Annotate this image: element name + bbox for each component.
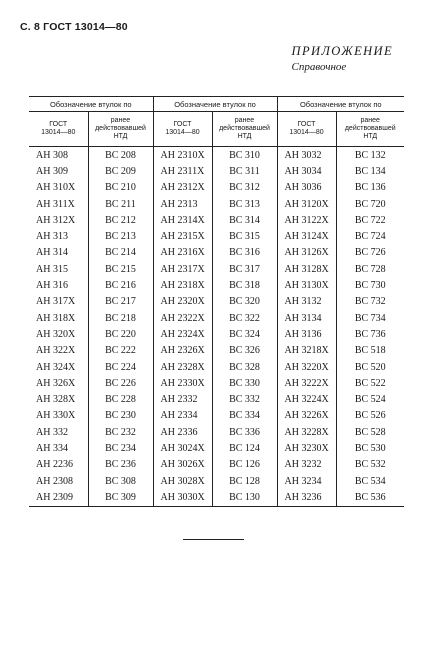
cell-gost-designation: АН 2309: [36, 491, 73, 503]
cell-gost-designation: АН 3226Х: [277, 408, 336, 424]
subheader-gost-3: [277, 112, 336, 147]
cell-prev-designation: ВС 124: [212, 440, 277, 456]
cell-gost-designation: АН 311Х: [36, 198, 75, 210]
cell-prev-designation: ВС 234: [88, 440, 153, 456]
cell-gost-designation: АН 308: [36, 149, 68, 161]
table-row: [29, 473, 404, 489]
cell-prev-designation: ВС 524: [336, 391, 404, 407]
cell-prev-designation: ВС 724: [336, 228, 404, 244]
cell-gost-designation: АН 3228Х: [277, 424, 336, 440]
cell-prev-designation: ВС 212: [88, 212, 153, 228]
cell-prev-designation: ВС 132: [336, 147, 404, 164]
cell-prev-designation: ВС 220: [88, 326, 153, 342]
cell-gost-designation: АН 320Х: [36, 328, 76, 340]
table-row: [29, 261, 404, 277]
cell-prev-designation: ВС 210: [88, 180, 153, 196]
cell-prev-designation: ВС 520: [336, 359, 404, 375]
cell-prev-designation: ВС 226: [88, 375, 153, 391]
cell-gost-designation: АН 2332: [153, 391, 212, 407]
cell-gost-designation: АН 3134: [277, 310, 336, 326]
table-row: [29, 163, 404, 179]
cell-prev-designation: ВС 726: [336, 245, 404, 261]
subheader-prev-line: действовавшей: [95, 125, 146, 132]
sub-header-row: [29, 112, 404, 147]
cell-gost-designation: АН 2313: [153, 196, 212, 212]
cell-gost-designation: АН 3234: [277, 473, 336, 489]
appendix-title: ПРИЛОЖЕНИЕ: [291, 44, 393, 58]
cell-prev-designation: ВС 230: [88, 408, 153, 424]
cell-prev-designation: ВС 332: [212, 391, 277, 407]
cell-gost-designation: АН 2315Х: [153, 228, 212, 244]
cell-prev-designation: ВС 534: [336, 473, 404, 489]
subheader-gost-line: ГОСТ: [49, 121, 68, 128]
cell-gost-designation: АН 2324Х: [153, 326, 212, 342]
cell-gost-designation: АН 314: [36, 247, 68, 259]
cell-prev-designation: ВС 216: [88, 277, 153, 293]
cell-gost-designation: АН 3034: [277, 163, 336, 179]
cell-gost-designation: АН 2312Х: [153, 180, 212, 196]
cell-gost-designation: АН 2326Х: [153, 343, 212, 359]
appendix-subtitle: Справочное: [291, 61, 347, 73]
cell-prev-designation: ВС 730: [336, 277, 404, 293]
cell-prev-designation: ВС 315: [212, 228, 277, 244]
cell-prev-designation: ВС 214: [88, 245, 153, 261]
subheader-prev-line: НТД: [237, 133, 252, 140]
subheader-prev-line: НТД: [113, 133, 128, 140]
cell-prev-designation: ВС 312: [212, 180, 277, 196]
cell-gost-designation: АН 2318Х: [153, 277, 212, 293]
cell-prev-designation: ВС 320: [212, 294, 277, 310]
cell-prev-designation: ВС 308: [88, 473, 153, 489]
table-row: [29, 489, 404, 506]
cell-prev-designation: ВС 208: [88, 147, 153, 164]
subheader-gost-line: ГОСТ: [297, 121, 316, 128]
subheader-gost-line: 13014—80: [41, 129, 76, 136]
cell-gost-designation: АН 3026Х: [153, 457, 212, 473]
cell-gost-designation: АН 312Х: [36, 214, 76, 226]
subheader-prev-line: ранее: [234, 117, 255, 124]
cell-prev-designation: ВС 722: [336, 212, 404, 228]
cell-gost-designation: АН 309: [36, 165, 68, 177]
cell-gost-designation: АН 3224Х: [277, 391, 336, 407]
table-row: [29, 180, 404, 196]
table-row: [29, 359, 404, 375]
cell-prev-designation: ВС 326: [212, 343, 277, 359]
cell-gost-designation: АН 2310Х: [153, 147, 212, 164]
cell-gost-designation: АН 332: [36, 426, 68, 438]
cell-gost-designation: АН 328Х: [36, 394, 76, 406]
cell-gost-designation: АН 2311Х: [153, 163, 212, 179]
cell-prev-designation: ВС 732: [336, 294, 404, 310]
table-row: [29, 408, 404, 424]
subheader-prev-1: [88, 112, 153, 147]
cell-prev-designation: ВС 218: [88, 310, 153, 326]
cell-gost-designation: АН 3024Х: [153, 440, 212, 456]
cell-prev-designation: ВС 530: [336, 440, 404, 456]
subheader-prev-line: НТД: [363, 133, 378, 140]
cell-gost-designation: АН 2328Х: [153, 359, 212, 375]
cell-prev-designation: ВС 228: [88, 391, 153, 407]
end-rule: [183, 539, 244, 540]
table-row: [29, 375, 404, 391]
cell-gost-designation: АН 324Х: [36, 361, 76, 373]
cell-gost-designation: АН 330Х: [36, 410, 76, 422]
table-body: [29, 147, 404, 507]
cell-gost-designation: АН 2308: [36, 475, 73, 487]
cell-prev-designation: ВС 328: [212, 359, 277, 375]
cell-gost-designation: АН 2236: [36, 459, 73, 471]
cell-gost-designation: АН 2322Х: [153, 310, 212, 326]
table-row: [29, 343, 404, 359]
cell-gost-designation: АН 2314Х: [153, 212, 212, 228]
cell-gost-designation: АН 3136: [277, 326, 336, 342]
cell-gost-designation: АН 3036: [277, 180, 336, 196]
cell-gost-designation: АН 313: [36, 231, 68, 243]
cell-prev-designation: ВС 211: [88, 196, 153, 212]
cell-prev-designation: ВС 528: [336, 424, 404, 440]
table-row: [29, 228, 404, 244]
cell-gost-designation: АН 3122Х: [277, 212, 336, 228]
cell-gost-designation: АН 317Х: [36, 296, 76, 308]
page-header: С. 8 ГОСТ 13014—80: [20, 21, 128, 33]
cell-prev-designation: ВС 734: [336, 310, 404, 326]
cell-gost-designation: АН 318Х: [36, 312, 76, 324]
cell-gost-designation: АН 315: [36, 263, 68, 275]
cell-gost-designation: АН 3132: [277, 294, 336, 310]
cell-gost-designation: АН 3232: [277, 457, 336, 473]
cell-gost-designation: АН 3218Х: [277, 343, 336, 359]
subheader-prev-line: ранее: [360, 117, 380, 124]
cell-prev-designation: ВС 224: [88, 359, 153, 375]
cell-gost-designation: АН 2330Х: [153, 375, 212, 391]
cell-gost-designation: АН 3124Х: [277, 228, 336, 244]
cell-prev-designation: ВС 236: [88, 457, 153, 473]
subheader-prev-line: действовавшей: [344, 125, 396, 132]
cell-gost-designation: АН 2317Х: [153, 261, 212, 277]
cell-prev-designation: ВС 310: [212, 147, 277, 164]
table-row: [29, 212, 404, 228]
table-row: [29, 326, 404, 342]
cell-prev-designation: ВС 136: [336, 180, 404, 196]
cell-prev-designation: ВС 134: [336, 163, 404, 179]
cell-prev-designation: ВС 736: [336, 326, 404, 342]
cell-prev-designation: ВС 317: [212, 261, 277, 277]
cell-prev-designation: ВС 313: [212, 196, 277, 212]
table-row: [29, 310, 404, 326]
group-header-row: [29, 97, 404, 112]
cell-gost-designation: АН 316: [36, 280, 68, 292]
subheader-prev-line: ранее: [110, 117, 131, 124]
subheader-gost-line: 13014—80: [289, 129, 324, 136]
cell-prev-designation: ВС 213: [88, 228, 153, 244]
cell-gost-designation: АН 3030Х: [153, 489, 212, 506]
table-row: [29, 294, 404, 310]
cell-gost-designation: АН 2336: [153, 424, 212, 440]
cell-prev-designation: ВС 314: [212, 212, 277, 228]
table-row: [29, 440, 404, 456]
table-row: [29, 424, 404, 440]
table-row: [29, 391, 404, 407]
group-header-1: Обозначение втулок по: [29, 97, 153, 112]
cell-prev-designation: ВС 728: [336, 261, 404, 277]
cell-gost-designation: АН 3128Х: [277, 261, 336, 277]
cell-gost-designation: АН 3236: [277, 489, 336, 506]
subheader-prev-3: [336, 112, 404, 147]
subheader-prev-2: [212, 112, 277, 147]
table-row: [29, 245, 404, 261]
cell-prev-designation: ВС 222: [88, 343, 153, 359]
cell-prev-designation: ВС 330: [212, 375, 277, 391]
cell-prev-designation: ВС 532: [336, 457, 404, 473]
cell-gost-designation: АН 3230Х: [277, 440, 336, 456]
cell-gost-designation: АН 3028Х: [153, 473, 212, 489]
cell-gost-designation: АН 2334: [153, 408, 212, 424]
cell-gost-designation: АН 334: [36, 442, 68, 454]
cell-prev-designation: ВС 336: [212, 424, 277, 440]
group-header-3: Обозначение втулок по: [277, 97, 404, 112]
cell-prev-designation: ВС 334: [212, 408, 277, 424]
table-row: [29, 457, 404, 473]
cell-gost-designation: АН 3220Х: [277, 359, 336, 375]
cell-gost-designation: АН 3130Х: [277, 277, 336, 293]
cell-prev-designation: ВС 526: [336, 408, 404, 424]
cell-prev-designation: ВС 318: [212, 277, 277, 293]
cell-prev-designation: ВС 536: [336, 489, 404, 506]
cell-gost-designation: АН 310Х: [36, 182, 76, 194]
cell-prev-designation: ВС 316: [212, 245, 277, 261]
sleeve-designation-table: [29, 96, 404, 507]
cell-prev-designation: ВС 130: [212, 489, 277, 506]
cell-gost-designation: АН 2320Х: [153, 294, 212, 310]
cell-gost-designation: АН 3126Х: [277, 245, 336, 261]
cell-gost-designation: АН 3222Х: [277, 375, 336, 391]
subheader-prev-line: действовавшей: [219, 125, 270, 132]
cell-gost-designation: АН 322Х: [36, 345, 76, 357]
cell-prev-designation: ВС 128: [212, 473, 277, 489]
table-row: [29, 277, 404, 293]
cell-gost-designation: АН 3032: [277, 147, 336, 164]
cell-gost-designation: АН 326Х: [36, 377, 76, 389]
group-header-2: Обозначение втулок по: [153, 97, 277, 112]
cell-gost-designation: АН 2316Х: [153, 245, 212, 261]
cell-prev-designation: ВС 720: [336, 196, 404, 212]
subheader-gost-2: [153, 112, 212, 147]
subheader-gost-line: ГОСТ: [173, 121, 192, 128]
cell-prev-designation: ВС 209: [88, 163, 153, 179]
cell-prev-designation: ВС 309: [88, 489, 153, 506]
cell-gost-designation: АН 3120Х: [277, 196, 336, 212]
cell-prev-designation: ВС 217: [88, 294, 153, 310]
table-row: [29, 196, 404, 212]
table-row: [29, 147, 404, 164]
cell-prev-designation: ВС 126: [212, 457, 277, 473]
cell-prev-designation: ВС 311: [212, 163, 277, 179]
subheader-gost-1: [29, 112, 88, 147]
cell-prev-designation: ВС 518: [336, 343, 404, 359]
subheader-gost-line: 13014—80: [165, 129, 200, 136]
cell-prev-designation: ВС 324: [212, 326, 277, 342]
appendix-block: [292, 44, 393, 73]
cell-prev-designation: ВС 322: [212, 310, 277, 326]
cell-prev-designation: ВС 215: [88, 261, 153, 277]
cell-prev-designation: ВС 232: [88, 424, 153, 440]
cell-prev-designation: ВС 522: [336, 375, 404, 391]
